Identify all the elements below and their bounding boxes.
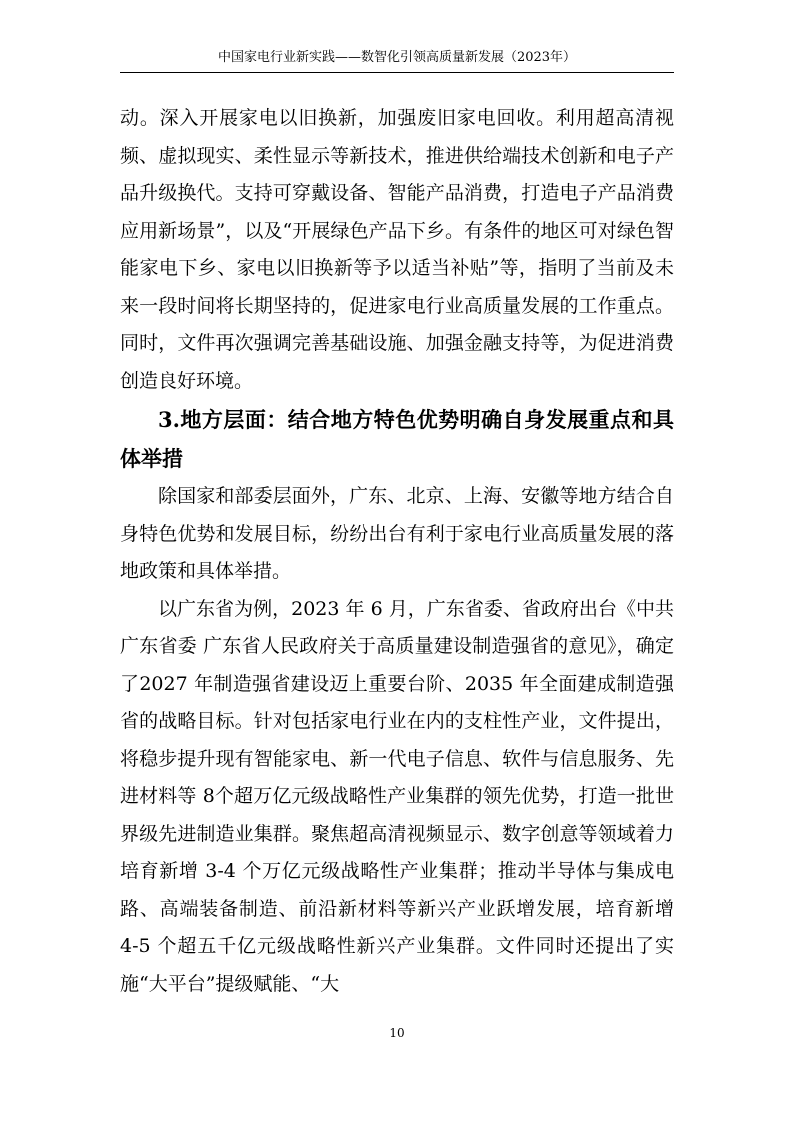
- paragraph-continuation: 动。深入开展家电以旧换新，加强废旧家电回收。利用超高清视频、虚拟现实、柔性显示等新技术，推进供给端技术创新和电子产品升级换代。支持可穿戴设备、智能产品消费，打造电子产品消费应用新场景”，以及“开展绿色产品下乡。有条件的地区可对绿色智能家电下乡、家电以旧换新等予以适当补贴”等，指明了当前及未来一段时间将长期坚持的，促进家电行业高质量发展的工作重点。同时，文件再次强调完善基础设施、加强金融支持等，为促进消费创造良好环境。: [120, 107, 674, 392]
- section-heading: 3.地方层面：结合地方特色优势明确自身发展重点和具体举措: [120, 407, 674, 471]
- header-divider: [120, 72, 674, 73]
- running-header: 中国家电行业新实践——数智化引领高质量新发展（2023年）: [217, 50, 577, 65]
- paragraph-local-level: 除国家和部委层面外，广东、北京、上海、安徽等地方结合自身特色优势和发展目标，纷纷出台有利于家电行业高质量发展的落地政策和具体举措。: [120, 485, 674, 582]
- page-number: 10: [389, 1026, 405, 1040]
- paragraph-guangdong: 以广东省为例，2023 年 6 月，广东省委、省政府出台《中共广东省委 广东省人民政府关于高质量建设制造强省的意见》，确定了2027 年制造强省建设迈上重要台阶、2035 年全面建成制造强省的战略目标。针对包括家电行业在内的支柱性产业，文件提出，将稳步提升现有智能家电、新一代电子信息、软件与信息服务、先进材料等 8个超万亿元级战略性产业集群的领先优势，打造一批世界级先进制造业集群。聚焦超高清视频显示、数字创意等领域着力培育新增 3-4 个万亿元级战略性产业集群；推动半导体与集成电路、高端装备制造、前沿新材料等新兴产业跃增发展，培育新增 4-5 个超五千亿元级战略性新兴产业集群。文件同时还提出了实施“大平台”提级赋能、“大: [120, 597, 674, 995]
- document-body: [120, 100, 674, 1003]
